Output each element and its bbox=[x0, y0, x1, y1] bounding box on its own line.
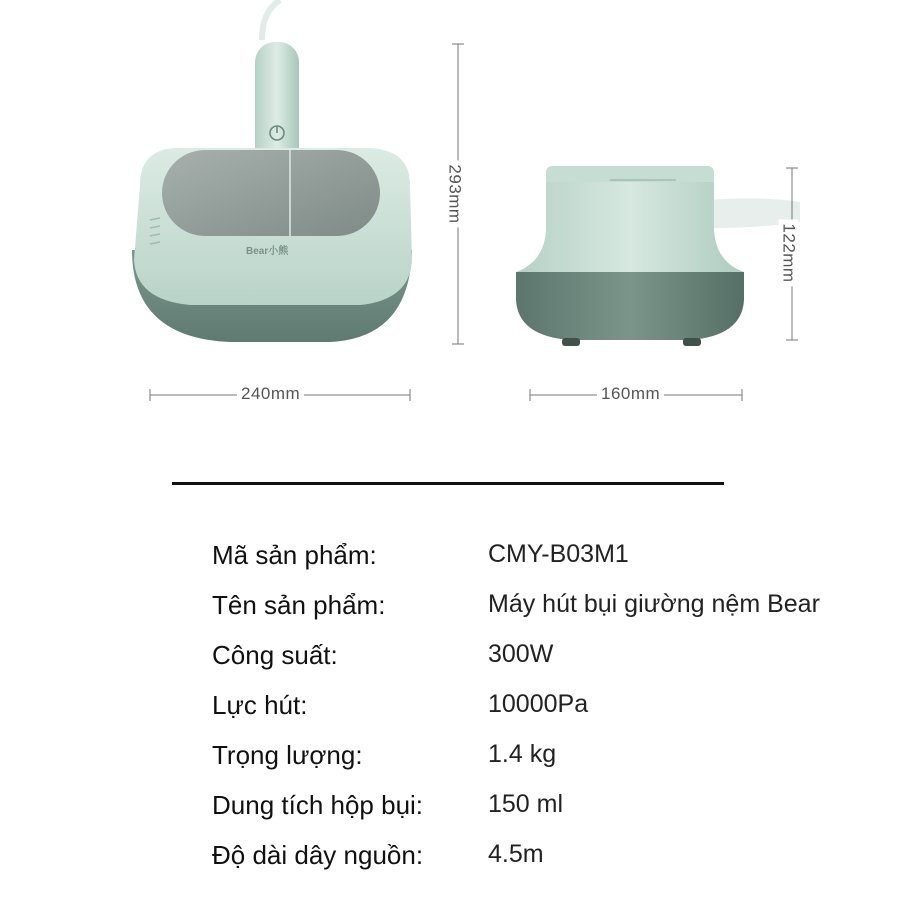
spec-value: 150 ml bbox=[488, 790, 564, 818]
spec-label: Dung tích hộp bụi: bbox=[212, 790, 424, 820]
spec-value: 300W bbox=[488, 640, 554, 668]
side-view bbox=[516, 166, 800, 346]
front-width-label: 240mm bbox=[237, 384, 304, 404]
spec-value: Máy hút bụi giường nệm Bear bbox=[488, 590, 820, 618]
front-view bbox=[132, 0, 412, 342]
spec-label: Mã sản phẩm: bbox=[212, 540, 377, 570]
side-body bbox=[516, 182, 744, 282]
spec-label: Độ dài dây nguồn: bbox=[212, 840, 424, 870]
brand-logo: Bear小熊 bbox=[246, 246, 289, 257]
front-power-cord bbox=[262, 0, 280, 40]
spec-value: 10000Pa bbox=[488, 690, 589, 718]
spec-label: Tên sản phẩm: bbox=[212, 590, 386, 620]
side-width-label: 160mm bbox=[597, 384, 664, 404]
spec-value: CMY-B03M1 bbox=[488, 540, 629, 568]
spec-value: 1.4 kg bbox=[488, 740, 557, 768]
foot-right bbox=[683, 338, 701, 346]
spec-label: Công suất: bbox=[212, 640, 338, 670]
foot-left bbox=[562, 338, 580, 346]
side-base bbox=[516, 272, 744, 340]
section-divider bbox=[172, 482, 724, 485]
spec-value: 4.5m bbox=[488, 840, 544, 868]
spec-label: Lực hút: bbox=[212, 690, 308, 720]
front-height-label: 293mm bbox=[445, 160, 465, 227]
spec-label: Trọng lượng: bbox=[212, 740, 363, 770]
side-height-label: 122mm bbox=[779, 219, 799, 286]
front-lid bbox=[162, 150, 380, 236]
